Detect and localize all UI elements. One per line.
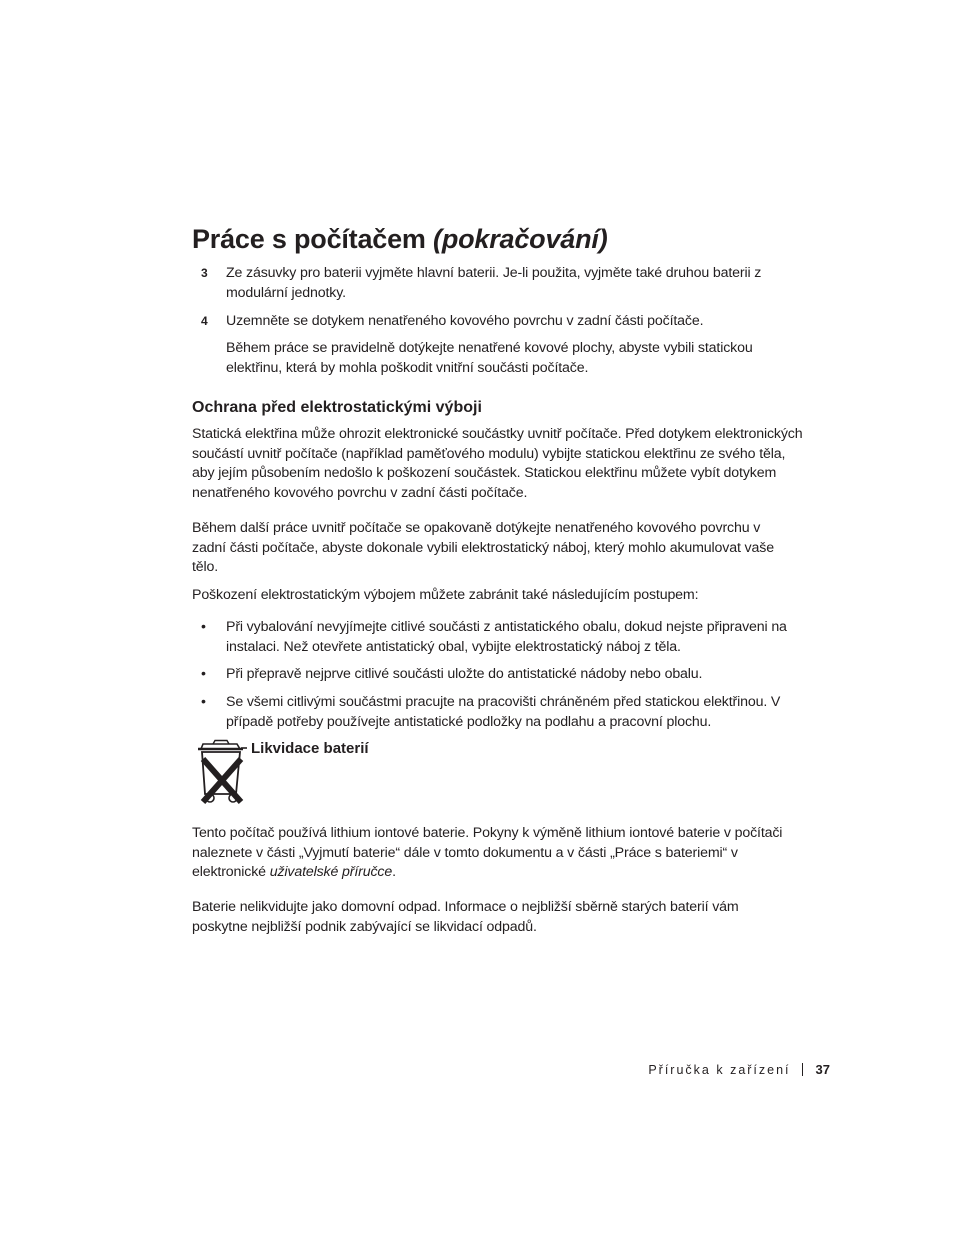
esd-paragraph-3: Poškození elektrostatickým výbojem můžete zabránit také následujícím postupem: (192, 587, 699, 603)
crossed-out-bin-icon (193, 739, 249, 807)
step-text: Ze zásuvky pro baterii vyjměte hlavní baterii. Je-li použita, vyjměte také druhou baterii z modulární jednotky. (226, 265, 762, 301)
page-footer (648, 1062, 830, 1077)
page-title-continued: (pokračování) (433, 224, 608, 254)
step-number: 4 (201, 314, 208, 328)
battery-paragraph-1 (192, 824, 804, 883)
battery-paragraph-1-text: Tento počítač používá lithium iontové baterie. Pokyny k výměně lithium iontové baterie v počítači naleznete v části „Vyjmutí baterie“ dále v tomto dokumentu a v části „Práce s bateriemi“ v elektronické (192, 825, 783, 880)
list-item-text: Při vybalování nevyjímejte citlivé součásti z antistatického obalu, dokud nejste připraveni na instalaci. Než otevřete antistatický obal, vybijte elektrostatický náboj z těla. (226, 619, 787, 655)
list-item-text: Se všemi citlivými součástmi pracujte na pracovišti chráněném před statickou elektřinou. V případě potřeby používejte antistatické podložky na podlahu a pracovní plochu. (226, 694, 781, 730)
step-text: Uzemněte se dotykem nenatřeného kovového povrchu v zadní části počítače. (226, 313, 704, 329)
step-4-note: Během práce se pravidelně dotýkejte nenatřené kovové plochy, abyste vybili statickou elektřinu, která by mohla poškodit vnitřní součásti počítače. (226, 340, 753, 376)
esd-paragraph-1: Statická elektřina může ohrozit elektronické součástky uvnitř počítače. Před dotykem elektronických součástí uvnitř počítače (například paměťového modulu) vybijte statickou elektřinu ze svého těla, aby jejím působením nedošlo k poškození součástek. Statickou elektřinu můžete vybít dotykem nenatřeného kovového povrchu v zadní části počítače. (192, 426, 803, 501)
battery-paragraph-1-end: . (392, 864, 396, 880)
footer-title: Příručka k zařízení (648, 1063, 791, 1077)
page-number: 37 (815, 1062, 830, 1077)
esd-paragraph-2: Během další práce uvnitř počítače se opakovaně dotýkejte nenatřeného kovového povrchu v zadní části počítače, abyste dokonale vybili elektrostatický náboj, který mohlo akumulovat vaše tělo. (192, 520, 774, 575)
list-item-text: Při přepravě nejprve citlivé součásti uložte do antistatické nádoby nebo obalu. (226, 666, 703, 682)
battery-paragraph-2: Baterie nelikvidujte jako domovní odpad. Informace o nejbližší sběrně starých baterií vám poskytne nejbližší podnik zabývající se likvidací odpadů. (192, 899, 739, 935)
page-title-main: Práce s počítačem (192, 224, 434, 254)
step-number: 3 (201, 266, 208, 280)
bullet-symbol: • (201, 666, 206, 682)
section-heading-battery: Likvidace baterií (251, 740, 369, 757)
section-heading-esd: Ochrana před elektrostatickými výboji (192, 399, 482, 416)
user-guide-reference: uživatelské příručce (269, 864, 393, 880)
bullet-symbol: • (201, 694, 206, 710)
footer-divider (802, 1063, 803, 1076)
page-title (192, 224, 608, 255)
bullet-symbol: • (201, 619, 206, 635)
